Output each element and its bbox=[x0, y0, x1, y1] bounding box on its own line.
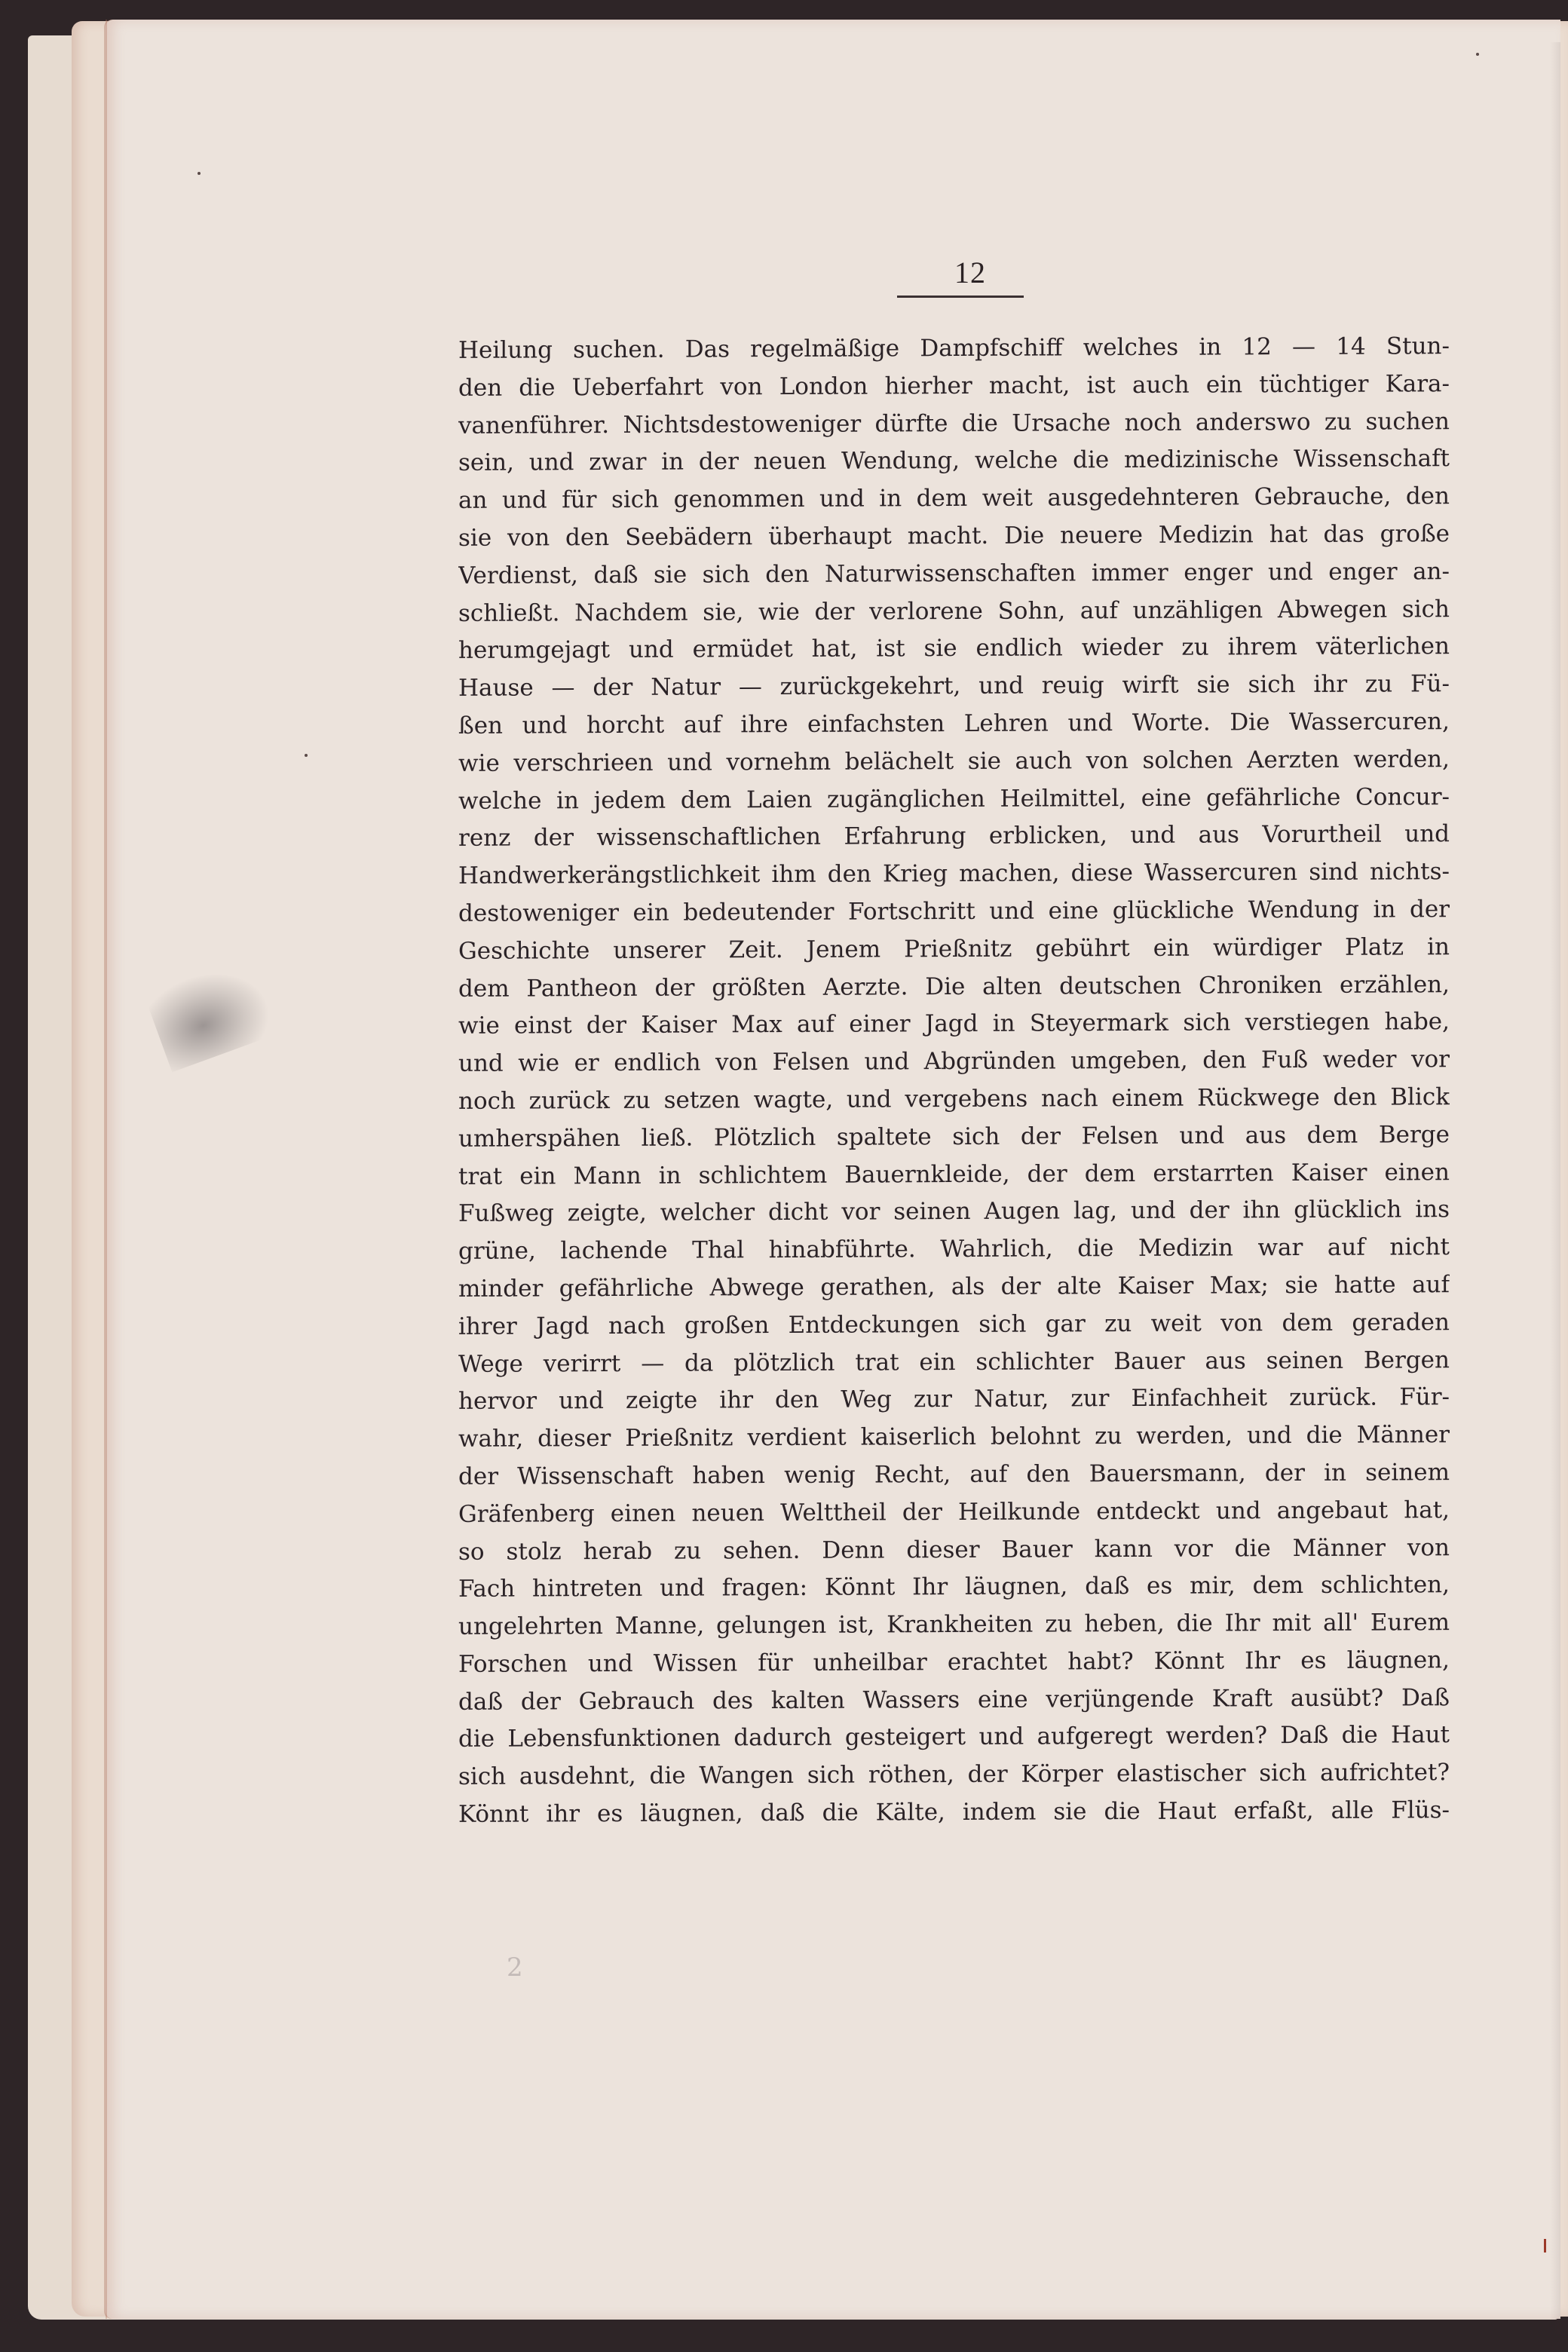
body-text bbox=[458, 330, 1450, 1832]
text-line: noch zurück zu setzen wagte, und vergebens nach einem Rückwege den Blick bbox=[458, 1083, 1450, 1115]
text-line: ihrer Jagd nach großen Entdeckungen sich gar zu weit von dem geraden bbox=[458, 1308, 1450, 1340]
text-line: trat ein Mann in schlichtem Bauernkleide, der dem erstarrten Kaiser einen bbox=[458, 1158, 1450, 1190]
text-line: welche in jedem dem Laien zugänglichen Heilmittel, eine gefährliche Concur- bbox=[458, 782, 1450, 815]
page-fold-edge bbox=[106, 20, 113, 2319]
text-line: Gräfenberg einen neuen Welttheil der Heilkunde entdeckt und angebaut hat, bbox=[458, 1496, 1450, 1528]
text-line: ungelehrten Manne, gelungen ist, Krankheiten zu heben, die Ihr mit all' Eurem bbox=[458, 1609, 1450, 1640]
show-through-mark: 2 bbox=[507, 1952, 523, 1983]
text-line: schließt. Nachdem sie, wie der verlorene Sohn, auf unzähligen Abwegen sich bbox=[458, 595, 1450, 627]
text-line: renz der wissenschaftlichen Erfahrung erblicken, und aus Vorurtheil und bbox=[458, 820, 1450, 853]
text-line: Verdienst, daß sie sich den Naturwissenschaften immer enger und enger an- bbox=[458, 557, 1450, 590]
text-line: Hause — der Natur — zurückgekehrt, und reuig wirft sie sich ihr zu Fü- bbox=[458, 670, 1450, 703]
text-line: grüne, lachende Thal hinabführte. Wahrlich, die Medizin war auf nicht bbox=[458, 1233, 1450, 1265]
paper-speck bbox=[1476, 53, 1479, 56]
text-line: hervor und zeigte ihr den Weg zur Natur, zur Einfachheit zurück. Für- bbox=[458, 1383, 1450, 1416]
text-line: Handwerkerängstlichkeit ihm den Krieg machen, diese Wassercuren sind nichts- bbox=[458, 858, 1450, 890]
text-line: Wege verirrt — da plötzlich trat ein schlichter Bauer aus seinen Bergen bbox=[458, 1346, 1450, 1378]
page-number-rule bbox=[897, 296, 1024, 298]
text-line: und wie er endlich von Felsen und Abgründen umgeben, den Fuß weder vor bbox=[458, 1046, 1450, 1078]
text-line: an und für sich genommen und in dem weit ausgedehnteren Gebrauche, den bbox=[458, 482, 1450, 515]
text-line: destoweniger ein bedeutender Fortschritt und eine glückliche Wendung in der bbox=[458, 896, 1450, 927]
text-line: Fach hintreten und fragen: Könnt Ihr läugnen, daß es mir, dem schlichten, bbox=[458, 1571, 1450, 1603]
text-line: der Wissenschaft haben wenig Recht, auf den Bauersmann, der in seinem bbox=[458, 1459, 1450, 1490]
page-edge-shadow bbox=[1550, 42, 1560, 2334]
text-line: wie verschrieen und vornehm belächelt sie auch von solchen Aerzten werden, bbox=[458, 745, 1450, 777]
text-line: den die Ueberfahrt von London hierher macht, ist auch ein tüchtiger Kara- bbox=[458, 369, 1450, 402]
text-line: umherspähen ließ. Plötzlich spaltete sich der Felsen und aus dem Berge bbox=[458, 1120, 1450, 1153]
text-line: Forschen und Wissen für unheilbar erachtet habt? Könnt Ihr es läugnen, bbox=[458, 1646, 1450, 1678]
text-line: herumgejagt und ermüdet hat, ist sie endlich wieder zu ihrem väterlichen bbox=[458, 632, 1450, 665]
text-line: sein, und zwar in der neuen Wendung, welche die medizinische Wissenschaft bbox=[458, 445, 1450, 477]
text-line: sie von den Seebädern überhaupt macht. Die neuere Medizin hat das große bbox=[458, 520, 1450, 552]
text-line: daß der Gebrauch des kalten Wassers eine verjüngende Kraft ausübt? Daß bbox=[458, 1683, 1450, 1716]
text-line: die Lebensfunktionen dadurch gesteigert und aufgeregt werden? Daß die Haut bbox=[458, 1721, 1450, 1753]
text-line: vanenführer. Nichtsdestoweniger dürfte die Ursache noch anderswo zu suchen bbox=[458, 407, 1450, 439]
text-line: so stolz herab zu sehen. Denn dieser Bauer kann vor die Männer von bbox=[458, 1533, 1450, 1566]
paper-speck bbox=[305, 754, 308, 757]
text-line: wie einst der Kaiser Max auf einer Jagd in Steyermark sich verstiegen habe, bbox=[458, 1008, 1450, 1040]
text-line: Könnt ihr es läugnen, daß die Kälte, indem sie die Haut erfaßt, alle Flüs- bbox=[458, 1796, 1450, 1828]
page-number: 12 bbox=[954, 256, 986, 289]
red-ink-mark bbox=[1544, 2239, 1546, 2252]
text-line: wahr, dieser Prießnitz verdient kaiserlich belohnt zu werden, und die Männer bbox=[458, 1421, 1450, 1453]
text-line: Fußweg zeigte, welcher dicht vor seinen Augen lag, und der ihn glücklich ins bbox=[458, 1196, 1450, 1228]
paper-speck bbox=[198, 172, 201, 175]
text-line: minder gefährliche Abwege gerathen, als der alte Kaiser Max; sie hatte auf bbox=[458, 1271, 1450, 1303]
text-line: Heilung suchen. Das regelmäßige Dampfschiff welches in 12 — 14 Stun- bbox=[458, 332, 1450, 364]
text-line: sich ausdehnt, die Wangen sich röthen, der Körper elastischer sich aufrichtet? bbox=[458, 1759, 1450, 1791]
text-line: ßen und horcht auf ihre einfachsten Lehren und Worte. Die Wassercuren, bbox=[458, 708, 1450, 740]
text-line: Geschichte unserer Zeit. Jenem Prießnitz gebührt ein würdiger Platz in bbox=[458, 933, 1450, 965]
text-line: dem Pantheon der größten Aerzte. Die alten deutschen Chroniken erzählen, bbox=[458, 970, 1450, 1003]
